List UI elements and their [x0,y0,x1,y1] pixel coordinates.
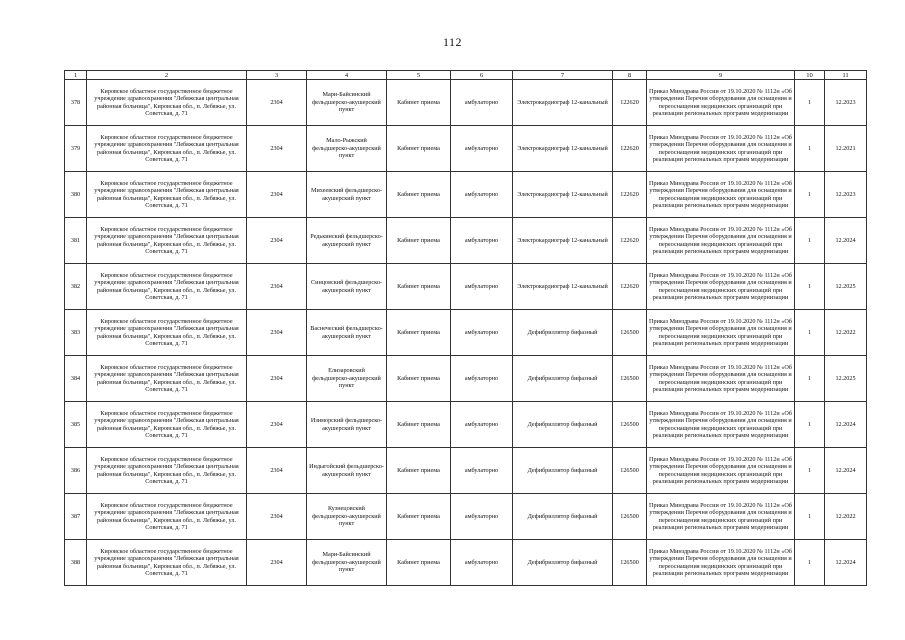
care-type-cell: амбулаторно [451,172,513,218]
column-header: 6 [451,71,513,80]
date-cell: 12.2022 [825,310,867,356]
equipment-cell: Электрокардиограф 12-канальный [513,126,613,172]
equipment-cell: Электрокардиограф 12-канальный [513,264,613,310]
column-header: 1 [65,71,87,80]
organization-cell: Кировское областное государственное бюджетное учреждение здравоохранения "Лебяжская центральная районная больница", Кировская обл., п. Лебяжье, ул. Советская, д. 71 [87,494,247,540]
column-header: 2 [87,71,247,80]
equipment-cell: Дефибриллятор бифазный [513,540,613,586]
unit-cell: Индыгойский фельдшерско-акушерский пункт [307,448,387,494]
document-cell: Приказ Минздрава России от 19.10.2020 № 1112н «Об утверждении Перечня оборудования для оснащения и переоснащения медицинских организаций при реализации региональных программ модернизации [647,356,795,402]
date-cell: 12.2024 [825,218,867,264]
code-cell: 2304 [247,494,307,540]
room-cell: Кабинет приема [387,218,451,264]
equipment-cell: Дефибриллятор бифазный [513,356,613,402]
quantity-cell: 1 [795,172,825,218]
quantity-cell: 1 [795,264,825,310]
code-cell: 2304 [247,402,307,448]
table-row [65,448,867,494]
care-type-cell: амбулаторно [451,310,513,356]
care-type-cell: амбулаторно [451,218,513,264]
unit-cell: Мари-Байсинский фельдшерско-акушерский пункт [307,80,387,126]
row-number: 379 [65,126,87,172]
code-cell: 2304 [247,540,307,586]
quantity-cell: 1 [795,80,825,126]
quantity-cell: 1 [795,448,825,494]
organization-cell: Кировское областное государственное бюджетное учреждение здравоохранения "Лебяжская центральная районная больница", Кировская обл., п. Лебяжье, ул. Советская, д. 71 [87,310,247,356]
quantity-cell: 1 [795,218,825,264]
room-cell: Кабинет приема [387,80,451,126]
unit-cell: Мало-Рыжский фельдшерско-акушерский пункт [307,126,387,172]
care-type-cell: амбулаторно [451,494,513,540]
equipment-cell: Дефибриллятор бифазный [513,494,613,540]
date-cell: 12.2024 [825,540,867,586]
quantity-cell: 1 [795,310,825,356]
care-type-cell: амбулаторно [451,264,513,310]
quantity-cell: 1 [795,126,825,172]
care-type-cell: амбулаторно [451,356,513,402]
unit-cell: Елизаровский фельдшерско-акушерский пункт [307,356,387,402]
organization-cell: Кировское областное государственное бюджетное учреждение здравоохранения "Лебяжская центральная районная больница", Кировская обл., п. Лебяжье, ул. Советская, д. 71 [87,126,247,172]
table-row [65,540,867,586]
row-number: 381 [65,218,87,264]
care-type-cell: амбулаторно [451,448,513,494]
table-row [65,402,867,448]
equipment-code-cell: 126500 [613,540,647,586]
room-cell: Кабинет приема [387,172,451,218]
table-row [65,494,867,540]
code-cell: 2304 [247,448,307,494]
date-cell: 12.2024 [825,402,867,448]
organization-cell: Кировское областное государственное бюджетное учреждение здравоохранения "Лебяжская центральная районная больница", Кировская обл., п. Лебяжье, ул. Советская, д. 71 [87,448,247,494]
unit-cell: Васнеческий фельдшерско-акушерский пункт [307,310,387,356]
row-number: 385 [65,402,87,448]
row-number: 383 [65,310,87,356]
column-header: 5 [387,71,451,80]
care-type-cell: амбулаторно [451,402,513,448]
room-cell: Кабинет приема [387,356,451,402]
document-cell: Приказ Минздрава России от 19.10.2020 № 1112н «Об утверждении Перечня оборудования для оснащения и переоснащения медицинских организаций при реализации региональных программ модернизации [647,126,795,172]
document-cell: Приказ Минздрава России от 19.10.2020 № 1112н «Об утверждении Перечня оборудования для оснащения и переоснащения медицинских организаций при реализации региональных программ модернизации [647,80,795,126]
row-number: 378 [65,80,87,126]
room-cell: Кабинет приема [387,540,451,586]
table-row [65,264,867,310]
equipment-code-cell: 126500 [613,402,647,448]
unit-cell: Мари-Байсинский фельдшерско-акушерский пункт [307,540,387,586]
equipment-cell: Электрокардиограф 12-канальный [513,172,613,218]
quantity-cell: 1 [795,540,825,586]
organization-cell: Кировское областное государственное бюджетное учреждение здравоохранения "Лебяжская центральная районная больница", Кировская обл., п. Лебяжье, ул. Советская, д. 71 [87,356,247,402]
unit-cell: Михеевский фельдшерско-акушерский пункт [307,172,387,218]
equipment-code-cell: 122620 [613,218,647,264]
document-cell: Приказ Минздрава России от 19.10.2020 № 1112н «Об утверждении Перечня оборудования для оснащения и переоснащения медицинских организаций при реализации региональных программ модернизации [647,310,795,356]
equipment-code-cell: 122620 [613,80,647,126]
table-row [65,356,867,402]
document-cell: Приказ Минздрава России от 19.10.2020 № 1112н «Об утверждении Перечня оборудования для оснащения и переоснащения медицинских организаций при реализации региональных программ модернизации [647,218,795,264]
equipment-code-cell: 126500 [613,494,647,540]
document-cell: Приказ Минздрава России от 19.10.2020 № 1112н «Об утверждении Перечня оборудования для оснащения и переоснащения медицинских организаций при реализации региональных программ модернизации [647,402,795,448]
date-cell: 12.2021 [825,126,867,172]
table-row [65,126,867,172]
room-cell: Кабинет приема [387,126,451,172]
code-cell: 2304 [247,356,307,402]
date-cell: 12.2023 [825,80,867,126]
column-header: 8 [613,71,647,80]
organization-cell: Кировское областное государственное бюджетное учреждение здравоохранения "Лебяжская центральная районная больница", Кировская обл., п. Лебяжье, ул. Советская, д. 71 [87,540,247,586]
equipment-cell: Дефибриллятор бифазный [513,310,613,356]
column-header: 10 [795,71,825,80]
care-type-cell: амбулаторно [451,540,513,586]
date-cell: 12.2022 [825,494,867,540]
table-row [65,218,867,264]
equipment-cell: Дефибриллятор бифазный [513,448,613,494]
column-header: 4 [307,71,387,80]
care-type-cell: амбулаторно [451,80,513,126]
equipment-code-cell: 126500 [613,448,647,494]
organization-cell: Кировское областное государственное бюджетное учреждение здравоохранения "Лебяжская центральная районная больница", Кировская обл., п. Лебяжье, ул. Советская, д. 71 [87,402,247,448]
code-cell: 2304 [247,310,307,356]
code-cell: 2304 [247,218,307,264]
organization-cell: Кировское областное государственное бюджетное учреждение здравоохранения "Лебяжская центральная районная больница", Кировская обл., п. Лебяжье, ул. Советская, д. 71 [87,264,247,310]
equipment-code-cell: 126500 [613,356,647,402]
date-cell: 12.2024 [825,448,867,494]
equipment-table [64,70,867,586]
page-number: 112 [442,35,463,49]
row-number: 382 [65,264,87,310]
organization-cell: Кировское областное государственное бюджетное учреждение здравоохранения "Лебяжская центральная районная больница", Кировская обл., п. Лебяжье, ул. Советская, д. 71 [87,80,247,126]
unit-cell: Кузнецовский фельдшерско-акушерский пункт [307,494,387,540]
code-cell: 2304 [247,172,307,218]
equipment-cell: Электрокардиограф 12-канальный [513,80,613,126]
quantity-cell: 1 [795,356,825,402]
date-cell: 12.2025 [825,356,867,402]
date-cell: 12.2025 [825,264,867,310]
room-cell: Кабинет приема [387,264,451,310]
table-row [65,172,867,218]
code-cell: 2304 [247,264,307,310]
table-row [65,310,867,356]
organization-cell: Кировское областное государственное бюджетное учреждение здравоохранения "Лебяжская центральная районная больница", Кировская обл., п. Лебяжье, ул. Советская, д. 71 [87,218,247,264]
document-cell: Приказ Минздрава России от 19.10.2020 № 1112н «Об утверждении Перечня оборудования для оснащения и переоснащения медицинских организаций при реализации региональных программ модернизации [647,494,795,540]
column-number-row [65,71,867,80]
column-header: 3 [247,71,307,80]
document-cell: Приказ Минздрава России от 19.10.2020 № 1112н «Об утверждении Перечня оборудования для оснащения и переоснащения медицинских организаций при реализации региональных программ модернизации [647,540,795,586]
equipment-cell: Дефибриллятор бифазный [513,402,613,448]
equipment-code-cell: 122620 [613,126,647,172]
equipment-code-cell: 122620 [613,172,647,218]
row-number: 386 [65,448,87,494]
row-number: 384 [65,356,87,402]
table-row [65,80,867,126]
row-number: 380 [65,172,87,218]
unit-cell: Редькинский фельдшерско-акушерский пункт [307,218,387,264]
room-cell: Кабинет приема [387,310,451,356]
organization-cell: Кировское областное государственное бюджетное учреждение здравоохранения "Лебяжская центральная районная больница", Кировская обл., п. Лебяжье, ул. Советская, д. 71 [87,172,247,218]
column-header: 7 [513,71,613,80]
equipment-code-cell: 126500 [613,310,647,356]
room-cell: Кабинет приема [387,494,451,540]
code-cell: 2304 [247,80,307,126]
quantity-cell: 1 [795,402,825,448]
document-cell: Приказ Минздрава России от 19.10.2020 № 1112н «Об утверждении Перечня оборудования для оснащения и переоснащения медицинских организаций при реализации региональных программ модернизации [647,264,795,310]
room-cell: Кабинет приема [387,402,451,448]
care-type-cell: амбулаторно [451,126,513,172]
unit-cell: Изиморский фельдшерско-акушерский пункт [307,402,387,448]
document-cell: Приказ Минздрава России от 19.10.2020 № 1112н «Об утверждении Перечня оборудования для оснащения и переоснащения медицинских организаций при реализации региональных программ модернизации [647,172,795,218]
room-cell: Кабинет приема [387,448,451,494]
row-number: 388 [65,540,87,586]
document-cell: Приказ Минздрава России от 19.10.2020 № 1112н «Об утверждении Перечня оборудования для оснащения и переоснащения медицинских организаций при реализации региональных программ модернизации [647,448,795,494]
row-number: 387 [65,494,87,540]
unit-cell: Синцовский фельдшерско-акушерский пункт [307,264,387,310]
column-header: 9 [647,71,795,80]
equipment-cell: Электрокардиограф 12-канальный [513,218,613,264]
date-cell: 12.2023 [825,172,867,218]
quantity-cell: 1 [795,494,825,540]
code-cell: 2304 [247,126,307,172]
equipment-code-cell: 122620 [613,264,647,310]
column-header: 11 [825,71,867,80]
